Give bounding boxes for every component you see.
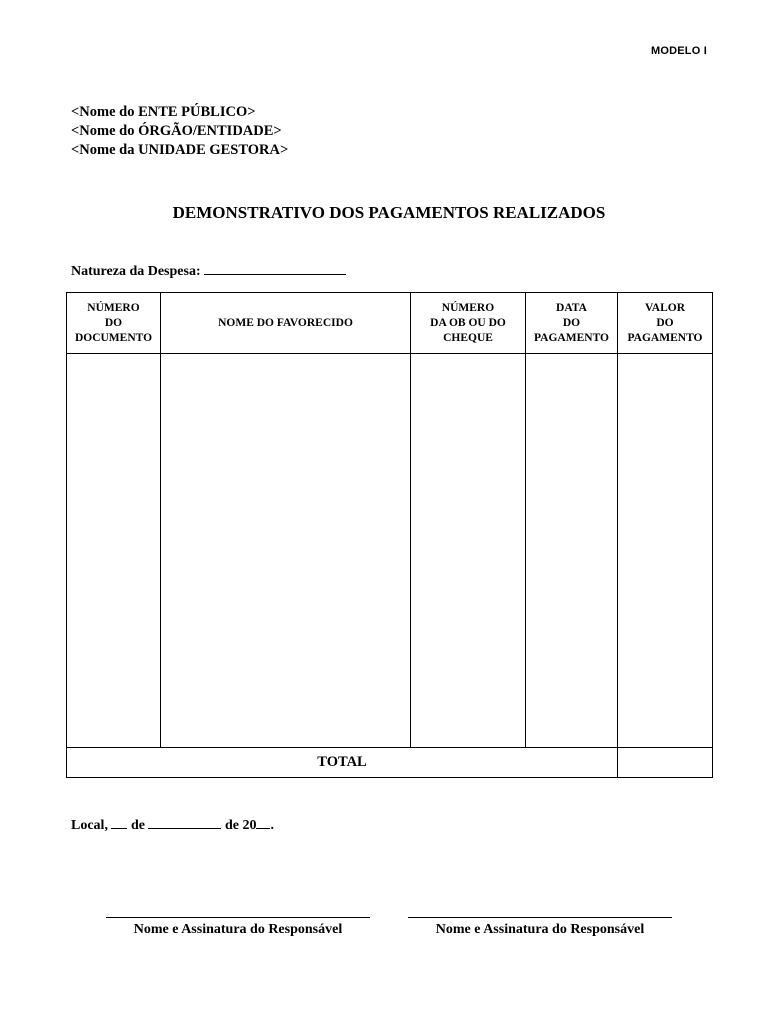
org-line-ente: <Nome do ENTE PÚBLICO> bbox=[71, 104, 256, 120]
local-de-2: de 20 bbox=[224, 818, 257, 833]
organization-block bbox=[71, 103, 288, 160]
signature-line-1 bbox=[106, 917, 370, 918]
col-header-numero-documento: NÚMERO DO DOCUMENTO bbox=[67, 293, 161, 354]
natureza-label: Natureza da Despesa: bbox=[71, 264, 201, 279]
document-title: DEMONSTRATIVO DOS PAGAMENTOS REALIZADOS bbox=[172, 203, 606, 222]
local-date-line bbox=[71, 816, 274, 834]
local-end: . bbox=[270, 818, 274, 833]
local-prefix: Local, bbox=[71, 818, 108, 833]
cell-data-pagamento[interactable] bbox=[526, 354, 618, 748]
org-line-orgao: <Nome do ÓRGÃO/ENTIDADE> bbox=[71, 123, 282, 139]
col-header-numero-ob-cheque: NÚMERO DA OB OU DO CHEQUE bbox=[411, 293, 526, 354]
cell-numero-ob-cheque[interactable] bbox=[411, 354, 526, 748]
total-value-cell[interactable] bbox=[618, 748, 713, 778]
cell-numero-documento[interactable] bbox=[67, 354, 161, 748]
org-line-unidade: <Nome da UNIDADE GESTORA> bbox=[71, 142, 289, 158]
table-body-row bbox=[67, 354, 713, 748]
signature-label-1: Nome e Assinatura do Responsável bbox=[133, 922, 343, 937]
signature-block-1 bbox=[106, 917, 370, 938]
cell-nome-favorecido[interactable] bbox=[161, 354, 411, 748]
payments-table bbox=[66, 292, 713, 778]
day-blank[interactable] bbox=[111, 816, 127, 829]
natureza-blank-line[interactable] bbox=[204, 261, 346, 275]
signature-line-2 bbox=[408, 917, 672, 918]
col-header-data-pagamento: DATA DO PAGAMENTO bbox=[526, 293, 618, 354]
model-label: MODELO I bbox=[651, 45, 707, 57]
signature-label-2: Nome e Assinatura do Responsável bbox=[435, 922, 645, 937]
month-blank[interactable] bbox=[148, 816, 221, 829]
local-de-1: de bbox=[130, 818, 145, 833]
year-blank[interactable] bbox=[256, 816, 270, 829]
col-header-valor-pagamento: VALOR DO PAGAMENTO bbox=[618, 293, 713, 354]
natureza-despesa-field bbox=[71, 261, 346, 280]
cell-valor-pagamento[interactable] bbox=[618, 354, 713, 748]
col-header-nome-favorecido: NOME DO FAVORECIDO bbox=[161, 293, 411, 354]
table-header-row bbox=[67, 293, 713, 354]
total-label: TOTAL bbox=[67, 748, 618, 778]
signature-block-2 bbox=[408, 917, 672, 938]
table-total-row bbox=[67, 748, 713, 778]
